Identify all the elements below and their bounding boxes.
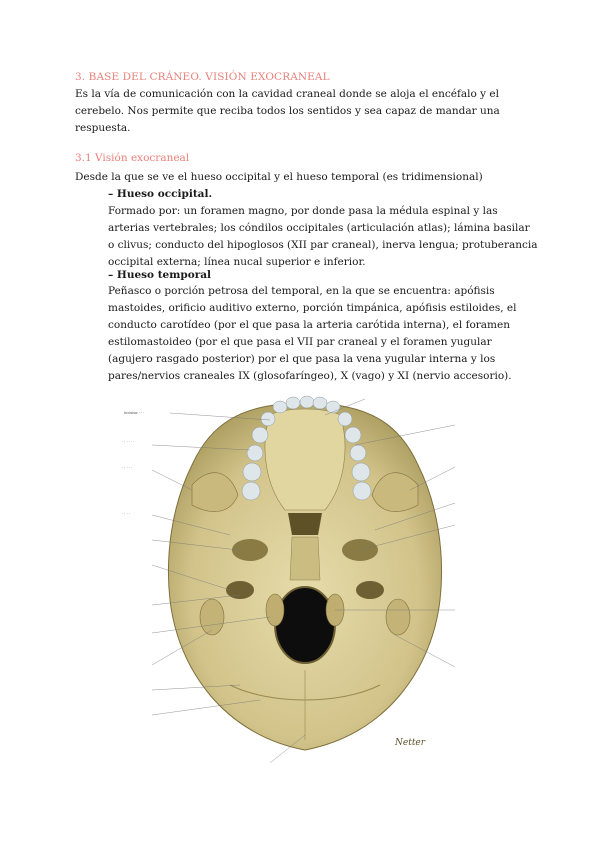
mastoid-right	[386, 599, 410, 635]
skull-base-illustration	[120, 385, 490, 770]
occipital-condyle-left	[266, 594, 284, 626]
foramen-magnum	[275, 587, 335, 663]
temporal-title: – Hueso temporal	[108, 269, 212, 281]
subsection-heading: 3.1 Visión exocraneal	[75, 152, 190, 164]
artist-signature: Netter	[395, 738, 426, 748]
section-heading: 3. BASE DEL CRÁNEO. VISIÓN EXOCRANEAL	[75, 71, 330, 83]
lead-paragraph: Desde la que se ve el hueso occipital y el hueso temporal (es tridimensional)	[75, 171, 483, 183]
intro-paragraph: Es la vía de comunicación con la cavidad craneal donde se aloja el encéfalo y el cerebelo. Nos permite que reciba todos los sentidos y sea capaz de mandar una respuesta.	[75, 88, 500, 134]
hard-palate	[265, 409, 345, 510]
clivus	[290, 537, 320, 580]
choanae	[288, 513, 322, 535]
svg-text:Incisivo · · ·: Incisivo · · ·	[124, 411, 145, 415]
temporal-body: Peñasco o porción petrosa del temporal, en la que se encuentra: apófisis mastoides, orificio auditivo externo, porción timpánica, apófisis estiloides, el conducto carotídeo (por el que pasa la arteria carótida interna), el foramen estilomastoideo (por el que pasa el VII par craneal y el foramen yugular (agujero rasgado posterior) por el que pasa la vena yugular interna y los pares/nervios craneales IX (glosofaríngeo), X (vago) y XI (nervio accesorio).	[108, 285, 517, 382]
svg-text:· · · ·: · · · ·	[122, 512, 130, 516]
mastoid-left	[200, 599, 224, 635]
occipital-title: – Hueso occipital.	[108, 188, 213, 200]
jugular-right	[356, 581, 384, 599]
svg-text:· · · · · ·: · · · · · ·	[122, 440, 135, 444]
svg-text:· · · · ·: · · · · ·	[122, 466, 133, 470]
occipital-body: Formado por: un foramen magno, por donde pasa la médula espinal y las arterias vertebrales; los cóndilos occipitales (articulación atlas); lámina basilar o clivus; conducto del hipoglosos (XII par craneal), inerva lengua; protuberancia occipital externa; línea nucal superior e inferior.	[108, 205, 538, 268]
